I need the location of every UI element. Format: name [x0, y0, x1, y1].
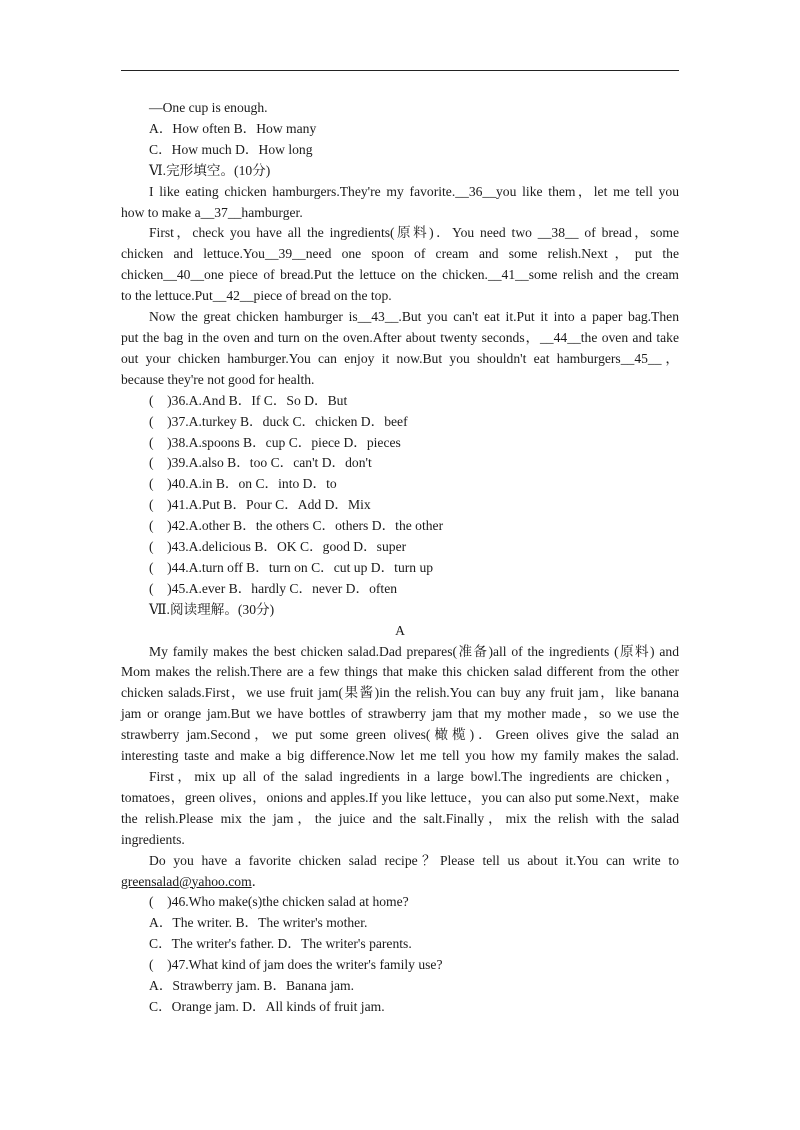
- question-line: ( )44.A.turn off B．turn on C．cut up D．turn up: [149, 559, 434, 575]
- question-line: ( )37.A.turkey B．duck C．chicken D．beef: [149, 413, 408, 429]
- passage-line: tomatoes，green olives，onions and apples.If you like lettuce，you can also put some.Next，make: [121, 789, 679, 805]
- email-line: [121, 872, 679, 893]
- question-line: ( )40.A.in B．on C．into D．to: [149, 476, 337, 492]
- email-link[interactable]: greensalad@yahoo.com: [121, 873, 252, 889]
- question-line: ( )39.A.also B．too C．can't D．don't: [149, 455, 372, 471]
- passage-line: put the bag in the oven and turn on the oven.After about twenty seconds，__44__the oven and take: [121, 329, 679, 345]
- passage-line: chicken salads.First，we use fruit jam(果酱)in the relish.You can buy any fruit jam，like banana: [121, 685, 679, 701]
- section-heading-cloze: Ⅵ.完形填空。(10分): [149, 162, 271, 178]
- passage-line: First，mix up all of the salad ingredients in a large bowl.The ingredients are chicken，: [149, 769, 679, 784]
- passage-label: A: [395, 622, 405, 638]
- passage-line: jam or orange jam.But we have bottles of strawberry jam that my mother made，so we use the: [121, 706, 679, 722]
- passage-line: interesting taste and make a big difference.Now let me tell you how my family makes the salad.: [121, 748, 679, 764]
- option-line: C．The writer's father. D．The writer's parents.: [149, 936, 412, 952]
- passage-line: chicken__40__one piece of bread.Put the lettuce on the chicken.__41__some relish and the cream: [121, 267, 679, 283]
- text-line: —One cup is enough.: [149, 100, 268, 115]
- passage-line: Now the great chicken hamburger is__43__.But you can't eat it.Put it into a paper bag.Then: [149, 309, 679, 325]
- passage-line: the relish.Please mix the jam，the juice and the salt.Finally，mix the relish with the salad: [121, 810, 679, 826]
- option-line: C．How much D．How long: [149, 141, 313, 157]
- passage-line: how to make a__37__hamburger.: [121, 204, 303, 220]
- question-line: ( )38.A.spoons B．cup C．piece D．pieces: [149, 434, 401, 450]
- document-body: [121, 98, 679, 1018]
- passage-line: I like eating chicken hamburgers.They're my favorite.__36__you like them，let me tell you: [149, 183, 679, 199]
- passage-line: strawberry jam.Second，we put some green olives(橄榄)．Green olives give the salad an: [121, 727, 679, 743]
- passage-line: First，check you have all the ingredients(原料)．You need two __38__ of bread，some: [149, 225, 679, 241]
- section-heading-reading: Ⅶ.阅读理解。(30分): [149, 601, 275, 617]
- question-line: ( )42.A.other B．the others C．others D．the other: [149, 518, 444, 534]
- question-line: ( )41.A.Put B．Pour C．Add D．Mix: [149, 497, 371, 513]
- option-line: A．The writer. B．The writer's mother.: [149, 915, 368, 931]
- option-line: A．How often B．How many: [149, 120, 317, 136]
- question-line: ( )46.Who make(s)the chicken salad at home?: [149, 894, 409, 910]
- passage-line: chicken and lettuce.You__39__need one spoon of cream and some relish.Next，put the: [121, 246, 679, 262]
- header-rule: [121, 70, 679, 71]
- passage-line: My family makes the best chicken salad.Dad prepares(准备)all of the ingredients (原料) and: [149, 643, 679, 659]
- option-line: C．Orange jam. D．All kinds of fruit jam.: [149, 998, 385, 1014]
- email-line-end: ．: [251, 873, 266, 889]
- passage-line: Do you have a favorite chicken salad recipe？Please tell us about it.You can write to: [149, 852, 679, 868]
- passage-line: to the lettuce.Put__42__piece of bread on the top.: [121, 288, 392, 304]
- question-line: ( )36.A.And B．If C．So D．But: [149, 392, 348, 408]
- passage-line: because they're not good for health.: [121, 371, 315, 387]
- option-line: A．Strawberry jam. B．Banana jam.: [149, 978, 354, 994]
- passage-line: Mom makes the relish.There are a few things that make this chicken salad different from the other: [121, 664, 679, 680]
- passage-line: ingredients.: [121, 831, 185, 847]
- passage-line: out your chicken hamburger.You can enjoy it now.But you shouldn't eat hamburgers__45__，: [121, 350, 679, 366]
- question-line: ( )45.A.ever B．hardly C．never D．often: [149, 580, 398, 596]
- question-line: ( )47.What kind of jam does the writer's family use?: [149, 957, 443, 973]
- question-line: ( )43.A.delicious B．OK C．good D．super: [149, 539, 407, 555]
